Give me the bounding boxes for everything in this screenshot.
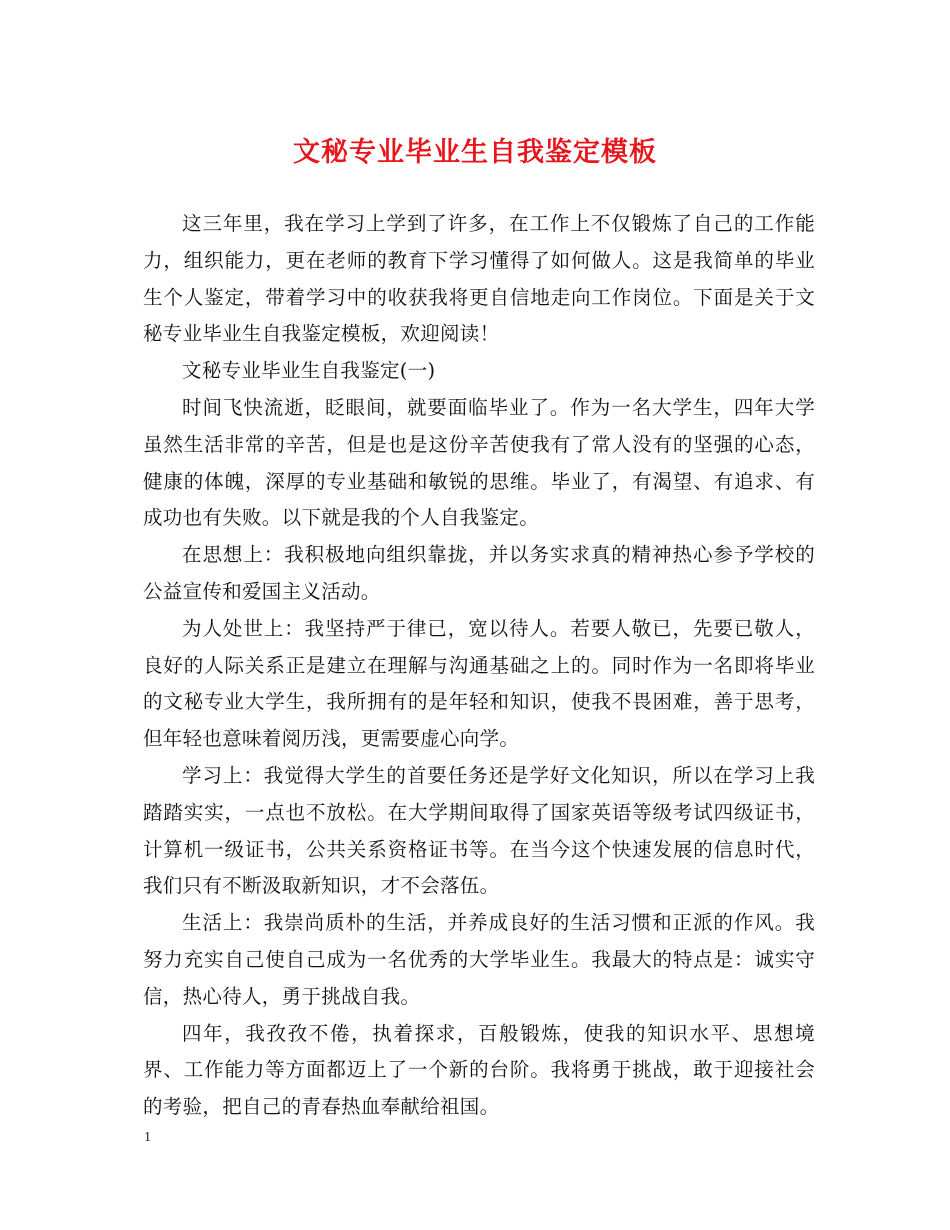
paragraph-conclusion: 四年，我孜孜不倦，执着探求，百般锻炼，使我的知识水平、思想境界、工作能力等方面都迈上了一个新的台阶。我将勇于挑战，敢于迎接社会的考验，把自己的青春热血奉献给祖国。 [143, 1021, 815, 1119]
document-body [143, 206, 815, 1126]
paragraph-life: 生活上：我崇尚质朴的生活，并养成良好的生活习惯和正派的作风。我努力充实自己使自己成为一名优秀的大学毕业生。我最大的特点是：诚实守信，热心待人，勇于挑战自我。 [143, 911, 815, 1008]
page-number: 1 [144, 1130, 151, 1145]
paragraph-conduct: 为人处世上：我坚持严于律已，宽以待人。若要人敬已，先要已敬人，良好的人际关系正是建立在理解与沟通基础之上的。同时作为一名即将毕业的文秘专业大学生，我所拥有的是年轻和知识，使我不畏困难，善于思考，但年轻也意味着阅历浅，更需要虚心向学。 [143, 616, 815, 751]
paragraph-thought: 在思想上：我积极地向组织靠拢，并以务实求真的精神热心参予学校的公益宣传和爱国主义活动。 [143, 543, 815, 603]
paragraph-study: 学习上：我觉得大学生的首要任务还是学好文化知识，所以在学习上我踏踏实实，一点也不放松。在大学期间取得了国家英语等级考试四级证书，计算机一级证书，公共关系资格证书等。在当今这个快速发展的信息时代，我们只有不断汲取新知识，才不会落伍。 [143, 763, 815, 898]
section-heading: 文秘专业毕业生自我鉴定(一) [182, 359, 436, 383]
paragraph-intro: 这三年里，我在学习上学到了许多，在工作上不仅锻炼了自己的工作能力，组织能力，更在老师的教育下学习懂得了如何做人。这是我简单的毕业生个人鉴定，带着学习中的收获我将更自信地走向工作岗位。下面是关于文秘专业毕业生自我鉴定模板，欢迎阅读！ [143, 212, 815, 346]
paragraph-time: 时间飞快流逝，眨眼间，就要面临毕业了。作为一名大学生，四年大学虽然生活非常的辛苦，但是也是这份辛苦使我有了常人没有的坚强的心态，健康的体魄，深厚的专业基础和敏锐的思维。毕业了，有渴望、有追求、有成功也有失败。以下就是我的个人自我鉴定。 [143, 395, 815, 530]
document-title: 文秘专业毕业生自我鉴定模板 [293, 137, 657, 168]
